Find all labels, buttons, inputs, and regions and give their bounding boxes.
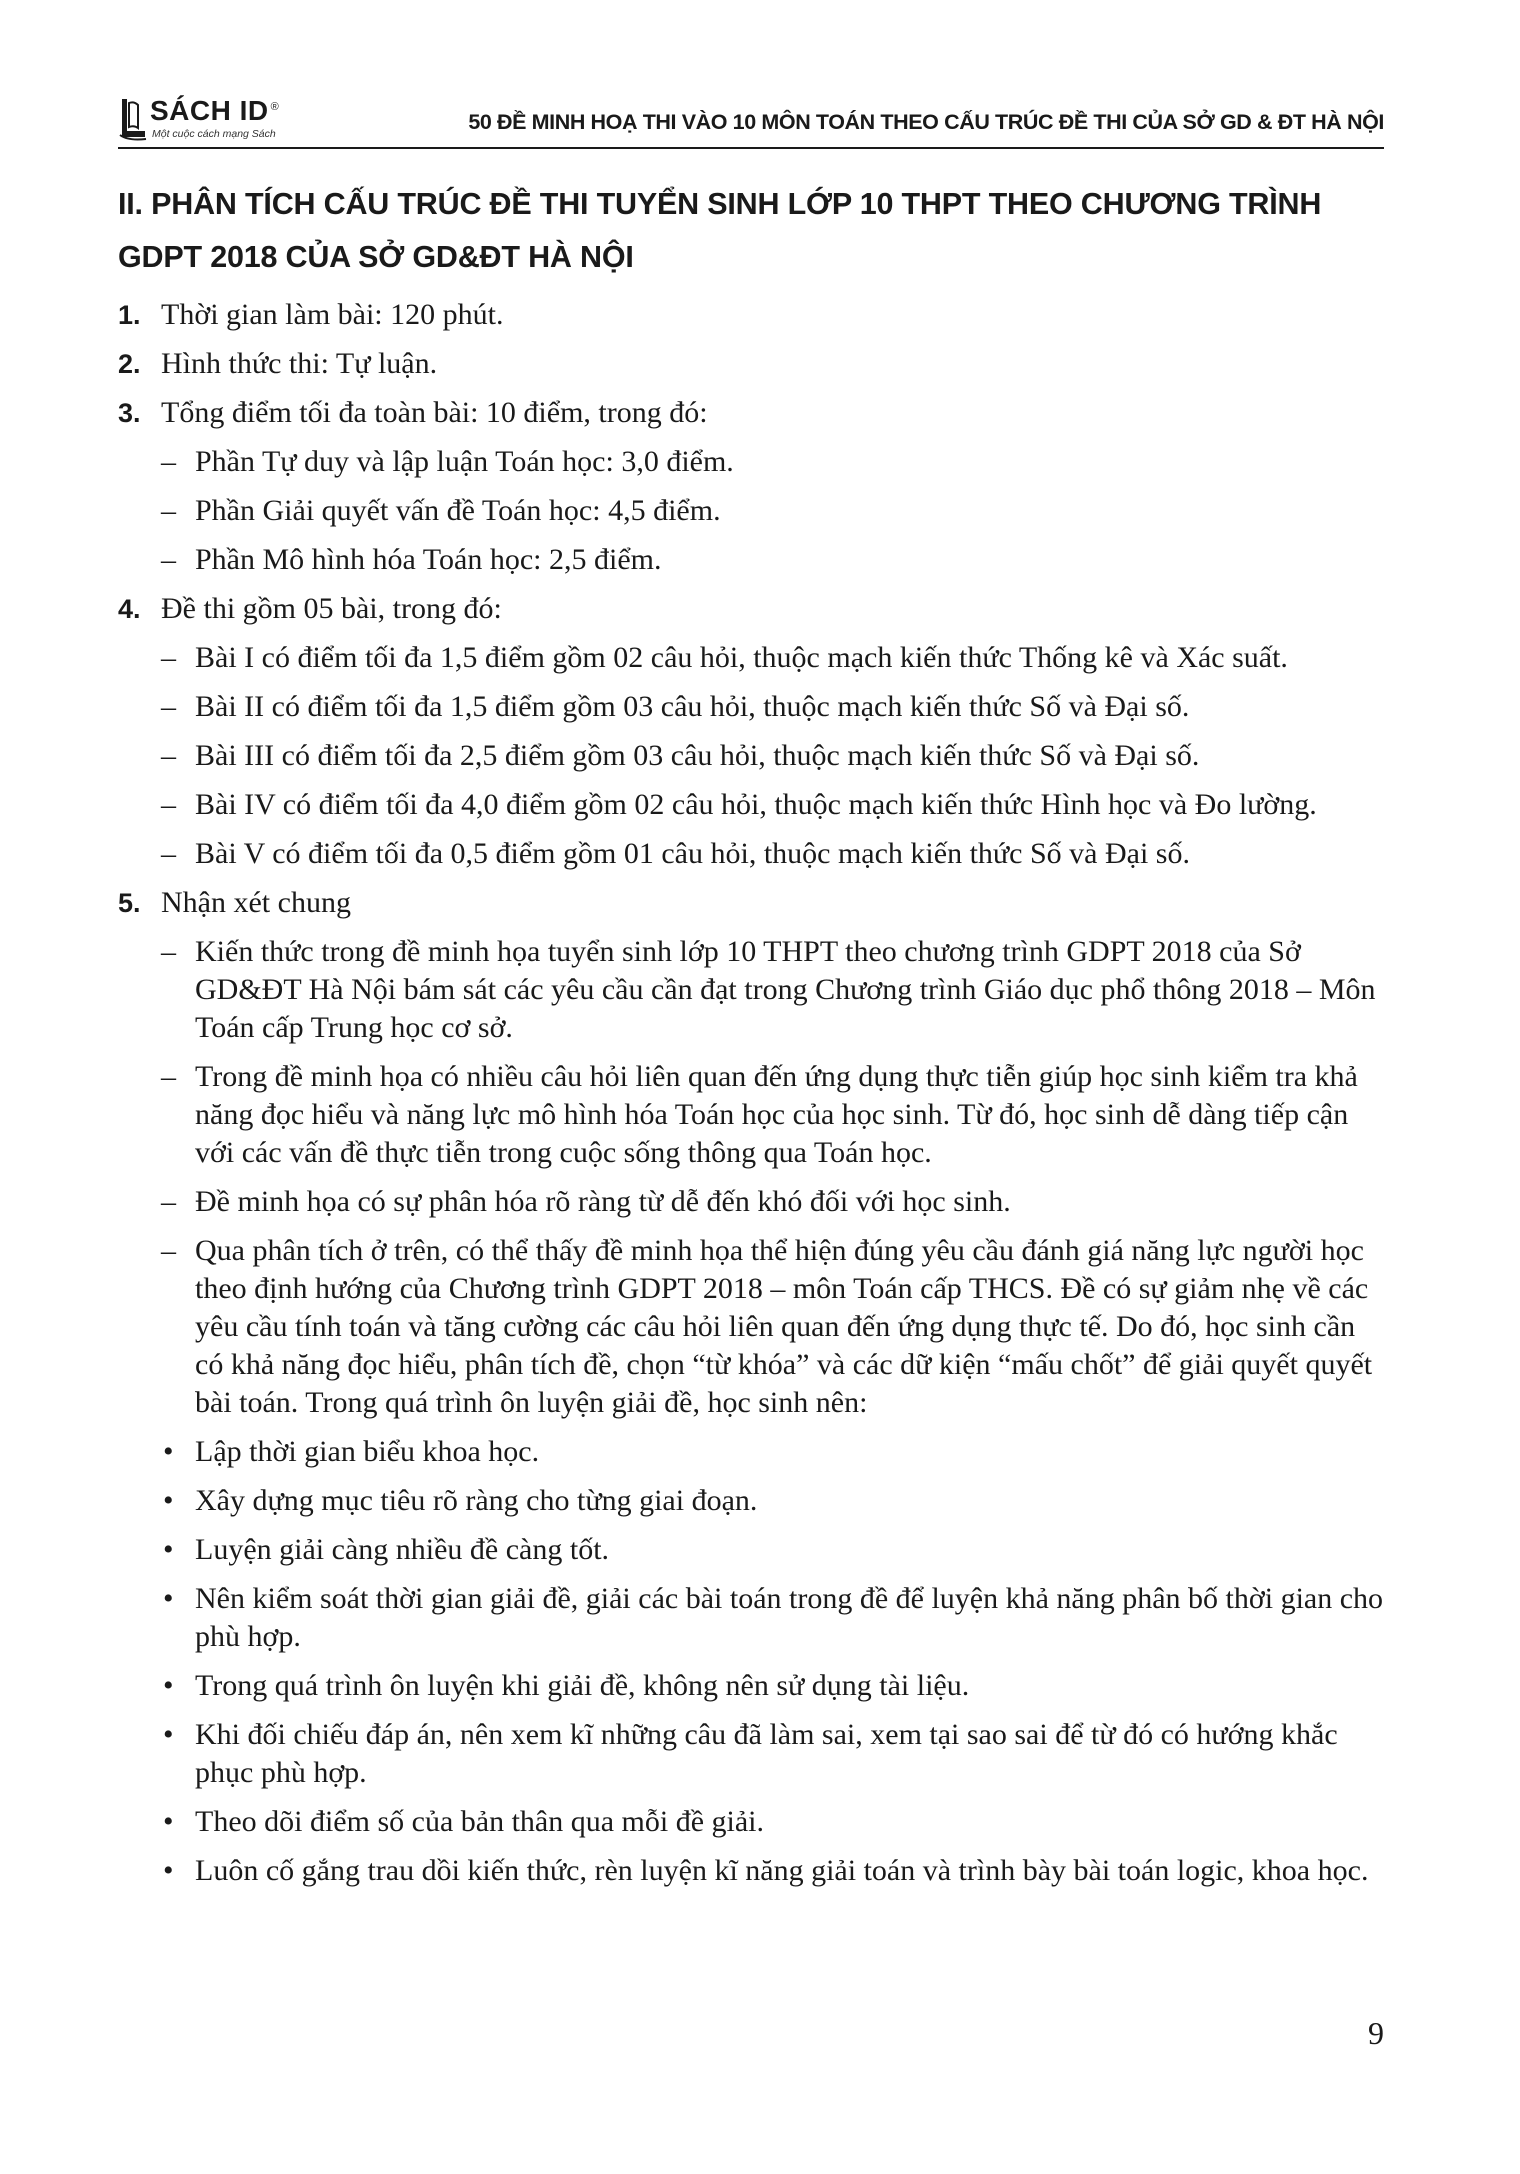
dash-mark: – xyxy=(161,641,176,674)
dash-item xyxy=(161,1058,1384,1172)
dash-item-text: Bài IV có điểm tối đa 4,0 điểm gồm 02 câu hỏi, thuộc mạch kiến thức Hình học và Đo lường. xyxy=(195,788,1317,821)
dash-item xyxy=(161,786,1384,824)
dash-mark: – xyxy=(161,837,176,870)
running-title: 50 ĐỀ MINH HOẠ THI VÀO 10 MÔN TOÁN THEO CẤU TRÚC ĐỀ THI CỦA SỞ GD & ĐT HÀ NỘI xyxy=(468,110,1384,134)
item-text: Thời gian làm bài: 120 phút. xyxy=(161,298,504,331)
page-header xyxy=(0,0,1520,160)
dash-mark: – xyxy=(161,445,176,478)
bullet-item xyxy=(161,1667,1384,1705)
bullet-item xyxy=(161,1433,1384,1471)
page-content xyxy=(118,178,1384,1901)
dash-mark: – xyxy=(161,543,176,576)
dash-mark: – xyxy=(161,1060,176,1093)
bullet-item-text: Nên kiểm soát thời gian giải đề, giải các bài toán trong đề để luyện khả năng phân bố thời gian cho phù hợp. xyxy=(195,1582,1384,1653)
bullet-item xyxy=(161,1482,1384,1520)
book-icon xyxy=(118,97,148,141)
bullet-mark: • xyxy=(163,1854,174,1887)
dash-item-text: Bài III có điểm tối đa 2,5 điểm gồm 03 câu hỏi, thuộc mạch kiến thức Số và Đại số. xyxy=(195,739,1200,772)
dash-mark: – xyxy=(161,739,176,772)
section-title: II. PHÂN TÍCH CẤU TRÚC ĐỀ THI TUYỂN SINH LỚP 10 THPT THEO CHƯƠNG TRÌNH GDPT 2018 CỦA SỞ GD&ĐT HÀ NỘI xyxy=(118,187,1322,274)
bullet-item xyxy=(161,1716,1384,1792)
dash-item xyxy=(161,639,1384,677)
dash-mark: – xyxy=(161,788,176,821)
bullet-item-text: Luyện giải càng nhiều đề càng tốt. xyxy=(195,1533,610,1566)
list-item xyxy=(118,296,1384,334)
bullet-mark: • xyxy=(163,1805,174,1838)
dash-item-text: Kiến thức trong đề minh họa tuyển sinh lớp 10 THPT theo chương trình GDPT 2018 của Sở GD&ĐT Hà Nội bám sát các yêu cầu cần đạt trong Chương trình Giáo dục phổ thông 2018 – Môn Toán cấp Trung học cơ sở. xyxy=(195,935,1376,1044)
bullet-item xyxy=(161,1580,1384,1656)
logo-tagline: Một cuộc cách mạng Sách xyxy=(152,128,276,140)
dash-item xyxy=(161,835,1384,873)
item-text: Tổng điểm tối đa toàn bài: 10 điểm, trong đó: xyxy=(161,396,708,429)
bullet-item-text: Theo dõi điểm số của bản thân qua mỗi đề giải. xyxy=(195,1805,765,1838)
dash-mark: – xyxy=(161,1185,176,1218)
item-text: Nhận xét chung xyxy=(161,886,351,919)
list-item xyxy=(118,884,1384,1890)
bullet-item-text: Xây dựng mục tiêu rõ ràng cho từng giai đoạn. xyxy=(195,1484,758,1517)
dash-item-text: Đề minh họa có sự phân hóa rõ ràng từ dễ đến khó đối với học sinh. xyxy=(195,1185,1011,1218)
dash-item-text: Bài I có điểm tối đa 1,5 điểm gồm 02 câu hỏi, thuộc mạch kiến thức Thống kê và Xác suất. xyxy=(195,641,1288,674)
bullet-mark: • xyxy=(163,1533,174,1566)
item-number: 3. xyxy=(118,398,141,428)
numbered-list xyxy=(118,296,1384,1890)
list-item xyxy=(118,345,1384,383)
dash-item xyxy=(161,1183,1384,1221)
dash-mark: – xyxy=(161,690,176,723)
dash-item xyxy=(161,933,1384,1047)
dash-list xyxy=(161,933,1384,1422)
item-text: Hình thức thi: Tự luận. xyxy=(161,347,438,380)
item-number: 2. xyxy=(118,349,141,379)
dash-item-text: Phần Giải quyết vấn đề Toán học: 4,5 điểm. xyxy=(195,494,721,527)
bullet-item-text: Khi đối chiếu đáp án, nên xem kĩ những câu đã làm sai, xem tại sao sai để từ đó có hướng khắc phục phù hợp. xyxy=(195,1718,1338,1789)
dash-mark: – xyxy=(161,935,176,968)
header-rule xyxy=(118,147,1384,149)
dash-item-text: Phần Tự duy và lập luận Toán học: 3,0 điểm. xyxy=(195,445,734,478)
dash-item-text: Bài V có điểm tối đa 0,5 điểm gồm 01 câu hỏi, thuộc mạch kiến thức Số và Đại số. xyxy=(195,837,1190,870)
dash-item xyxy=(161,443,1384,481)
page-number: 9 xyxy=(1368,2015,1384,2051)
bullet-item xyxy=(161,1803,1384,1841)
bullet-item-text: Trong quá trình ôn luyện khi giải đề, không nên sử dụng tài liệu. xyxy=(195,1669,970,1702)
dash-item-text: Bài II có điểm tối đa 1,5 điểm gồm 03 câu hỏi, thuộc mạch kiến thức Số và Đại số. xyxy=(195,690,1190,723)
dash-mark: – xyxy=(161,1234,176,1267)
dash-item-text: Phần Mô hình hóa Toán học: 2,5 điểm. xyxy=(195,543,662,576)
dash-item xyxy=(161,688,1384,726)
dash-item xyxy=(161,737,1384,775)
dash-mark: – xyxy=(161,494,176,527)
dash-item xyxy=(161,541,1384,579)
bullet-mark: • xyxy=(163,1435,174,1468)
dash-item-text: Qua phân tích ở trên, có thể thấy đề minh họa thể hiện đúng yêu cầu đánh giá năng lực người học theo định hướng của Chương trình GDPT 2018 – môn Toán cấp THCS. Đề có sự giảm nhẹ về các yêu cầu tính toán và tăng cường các câu hỏi liên quan đến ứng dụng thực tế. Do đó, học sinh cần có khả năng đọc hiểu, phân tích đề, chọn “từ khóa” và các dữ kiện “mấu chốt” để giải quyết quyết bài toán. Trong quá trình ôn luyện giải đề, học sinh nên: xyxy=(195,1234,1373,1419)
item-number: 4. xyxy=(118,594,141,624)
logo-name: SÁCH ID ® xyxy=(150,95,280,126)
dash-list xyxy=(161,639,1384,873)
list-item xyxy=(118,590,1384,873)
bullet-item xyxy=(161,1852,1384,1890)
bullet-item-text: Luôn cố gắng trau dồi kiến thức, rèn luyện kĩ năng giải toán và trình bày bài toán logic, khoa học. xyxy=(195,1854,1369,1887)
dash-item xyxy=(161,492,1384,530)
bullet-item-text: Lập thời gian biểu khoa học. xyxy=(195,1435,540,1468)
item-number: 1. xyxy=(118,300,141,330)
bullet-list xyxy=(161,1433,1384,1890)
bullet-mark: • xyxy=(163,1484,174,1517)
item-text: Đề thi gồm 05 bài, trong đó: xyxy=(161,592,502,625)
bullet-mark: • xyxy=(163,1582,174,1615)
bullet-item xyxy=(161,1531,1384,1569)
dash-item xyxy=(161,1232,1384,1422)
dash-list xyxy=(161,443,1384,579)
sach-id-logo xyxy=(118,95,328,145)
bullet-mark: • xyxy=(163,1669,174,1702)
dash-item-text: Trong đề minh họa có nhiều câu hỏi liên quan đến ứng dụng thực tiễn giúp học sinh kiểm tra khả năng đọc hiểu và năng lực mô hình hóa Toán học của học sinh. Từ đó, học sinh dễ dàng tiếp cận với các vấn đề thực tiễn trong cuộc sống thông qua Toán học. xyxy=(195,1060,1358,1169)
bullet-mark: • xyxy=(163,1718,174,1751)
item-number: 5. xyxy=(118,888,141,918)
list-item xyxy=(118,394,1384,579)
